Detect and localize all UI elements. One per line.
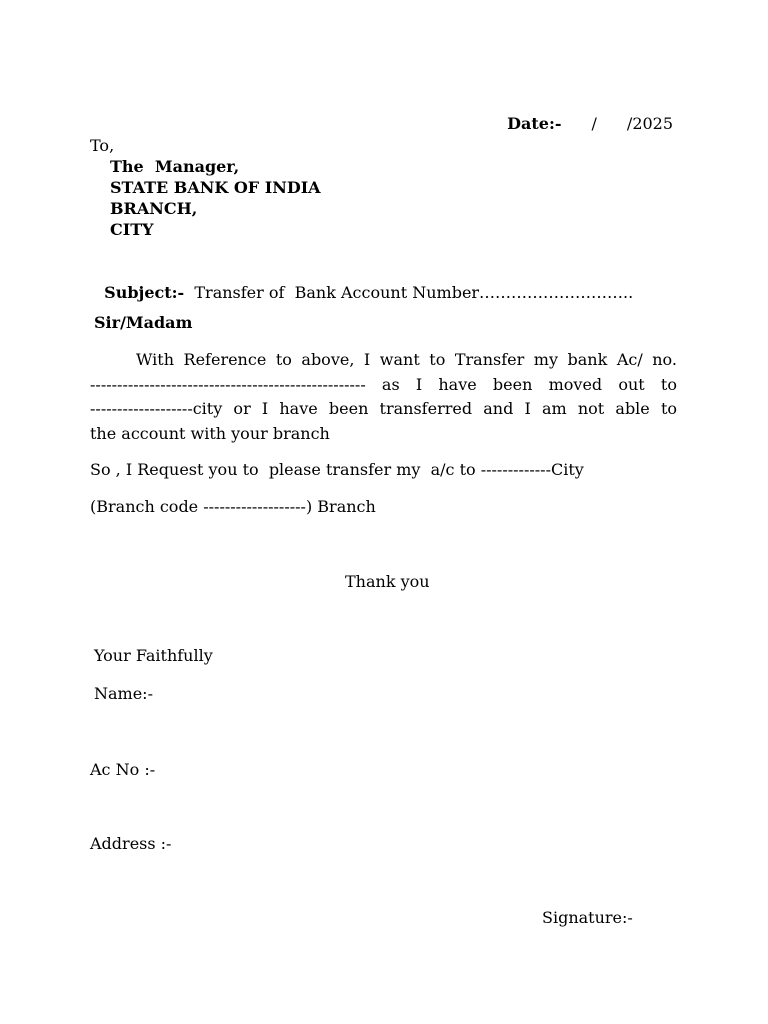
subject-text: Transfer of Bank Account Number……………………….. bbox=[184, 283, 634, 302]
subject-label: Subject:- bbox=[104, 283, 185, 302]
to-label: To, bbox=[90, 136, 115, 155]
date-year: /2025 bbox=[626, 114, 674, 133]
body-line: the account with your branch bbox=[90, 423, 330, 443]
thank-you: Thank you bbox=[345, 572, 430, 591]
date-label: Date:- bbox=[507, 114, 562, 133]
body-paragraph bbox=[90, 348, 677, 446]
body-line: With Reference to above, I want to Transfer my bank Ac/ no. bbox=[136, 350, 677, 369]
date-slash: / bbox=[591, 114, 597, 133]
body-line: --------------------------------------------------- as I have been moved out to bbox=[90, 374, 677, 394]
recipient-city: CITY bbox=[110, 220, 154, 239]
body-line: -------------------city or I have been transferred and I am not able to bbox=[90, 399, 677, 418]
subject-line bbox=[94, 263, 633, 303]
request-line: So , I Request you to please transfer my a/c to -------------City bbox=[90, 460, 584, 479]
address-label: Address :- bbox=[90, 834, 172, 853]
signature-label: Signature:- bbox=[542, 908, 633, 927]
name-label: Name:- bbox=[94, 684, 153, 703]
recipient-title: The Manager, bbox=[110, 157, 240, 176]
closing: Your Faithfully bbox=[94, 646, 213, 665]
recipient-bank: STATE BANK OF INDIA bbox=[110, 178, 321, 197]
recipient-branch: BRANCH, bbox=[110, 199, 198, 218]
salutation: Sir/Madam bbox=[94, 313, 193, 332]
branch-code-line: (Branch code -------------------) Branch bbox=[90, 497, 376, 516]
account-number-label: Ac No :- bbox=[90, 760, 156, 779]
date-line bbox=[497, 94, 673, 134]
